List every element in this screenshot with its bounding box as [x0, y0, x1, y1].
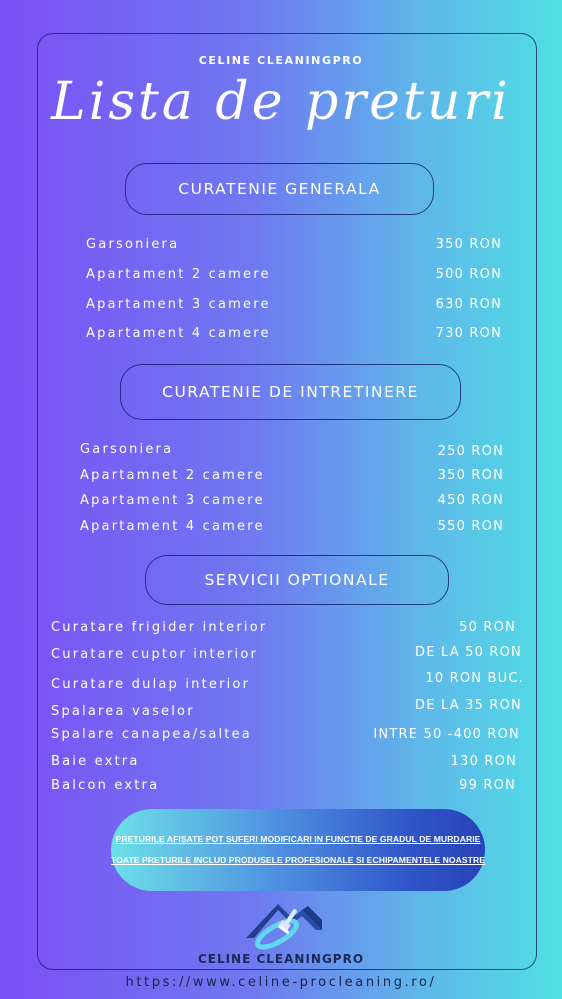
price-row [51, 671, 524, 695]
price-row [80, 493, 504, 511]
price-row [51, 754, 517, 772]
price-row [51, 727, 520, 745]
service-price: 130 RON [450, 754, 517, 769]
price-row [51, 778, 516, 796]
service-label: Apartament 3 camere [86, 297, 271, 312]
price-row [51, 698, 522, 722]
service-label: Garsoniera [86, 237, 180, 252]
house-cleaning-logo-icon [244, 898, 324, 952]
section-heading-curatenie-generala: CURATENIE GENERALA [125, 163, 434, 215]
note-line: TOATE PRETURILE INCLUD PRODUSELE PROFESIONALE SI ECHIPAMENTELE NOASTRE [111, 855, 486, 865]
section-heading-servicii-optionale: SERVICII OPTIONALE [145, 555, 449, 605]
brand-name-top: CELINE CLEANINGPRO [198, 54, 364, 67]
page-title: Lista de preturi [51, 72, 511, 132]
service-price: 550 RON [437, 519, 504, 534]
price-notes-banner [111, 809, 485, 891]
service-label: Apartament 2 camere [86, 267, 271, 282]
service-price: 500 RON [435, 267, 502, 282]
service-price: 10 RON BUC. [425, 671, 524, 686]
price-row [86, 267, 502, 285]
price-row [51, 647, 522, 665]
service-label: Apartament 4 camere [86, 326, 271, 341]
price-row [86, 237, 502, 255]
service-price: 50 RON [459, 620, 516, 635]
service-label: Curatare cuptor interior [51, 647, 259, 662]
service-price: 450 RON [437, 493, 504, 508]
service-label: Balcon extra [51, 778, 160, 793]
website-link[interactable]: https://www.celine-procleaning.ro/ [125, 975, 437, 990]
service-label: Curatare frigider interior [51, 620, 268, 635]
price-row [86, 326, 502, 344]
service-price: 99 RON [459, 778, 516, 793]
service-price: DE LA 35 RON [415, 698, 522, 713]
service-label: Apartament 4 camere [80, 519, 265, 534]
price-row [51, 620, 518, 638]
service-label: Spalare canapea/saltea [51, 727, 252, 742]
service-price: 350 RON [435, 237, 502, 252]
service-label: Curatare dulap interior [51, 677, 251, 692]
service-label: Baie extra [51, 754, 140, 769]
service-label: Spalarea vaselor [51, 704, 195, 719]
note-line: PRETURILE AFISATE POT SUFERI MODIFICARI IN FUNCTIE DE GRADUL DE MURDARIE [115, 834, 481, 845]
service-label: Apartament 3 camere [80, 493, 265, 508]
service-price: 630 RON [435, 297, 502, 312]
service-price: 350 RON [437, 468, 504, 483]
service-price: DE LA 50 RON [415, 645, 522, 660]
brand-name-bottom: CELINE CLEANINGPRO [197, 952, 365, 966]
service-price: 250 RON [437, 444, 504, 459]
service-price: 730 RON [435, 326, 502, 341]
service-label: Apartamnet 2 camere [80, 468, 265, 483]
price-row [86, 297, 502, 315]
service-label: Garsoniera [80, 442, 174, 457]
section-heading-curatenie-de-intretinere: CURATENIE DE INTRETINERE [120, 364, 461, 420]
service-price: INTRE 50 -400 RON [373, 727, 520, 742]
price-row [80, 442, 504, 460]
price-row [80, 468, 504, 486]
price-row [80, 519, 504, 537]
